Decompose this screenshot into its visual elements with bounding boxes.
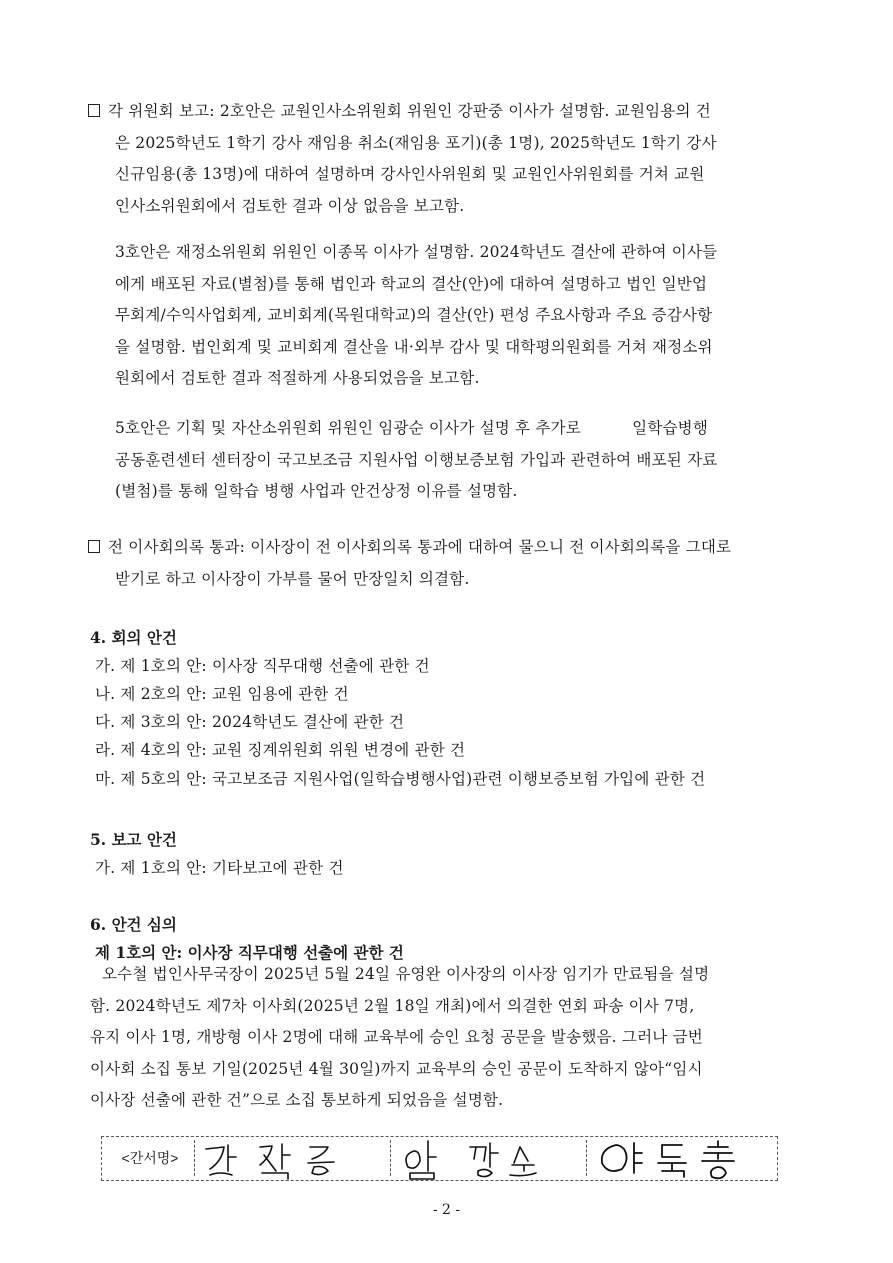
report-item: 가. 제 1호의 안: 기타보고에 관한 건 xyxy=(95,859,344,877)
agenda-item: 나. 제 2호의 안: 교원 임용에 관한 건 xyxy=(95,685,349,703)
checkbox-bullet-icon xyxy=(88,540,100,553)
section-6-title: 6. 안건 심의 xyxy=(90,915,177,934)
committee-report-paragraph xyxy=(88,96,717,222)
signature-2-icon xyxy=(394,1137,584,1180)
agenda-item: 가. 제 1호의 안: 이사장 직무대행 선출에 관한 건 xyxy=(95,657,430,675)
deliberation-line: 오수철 법인사무국장이 2025년 5월 24일 유영완 이사장의 이사장 임기가 만료됨을 설명 xyxy=(102,965,710,983)
deliberation-paragraph xyxy=(90,959,709,1117)
planning-line: (별첨)를 통해 일학습 병행 사업과 안건상정 이유를 설명함. xyxy=(115,482,518,500)
planning-line: 공동훈련센터 센터장이 국고보조금 지원사업 이행보증보험 가입과 관련하여 배포된 자료 xyxy=(115,450,718,469)
minutes-line: 받기로 하고 이사장이 가부를 물어 만장일치 의결함. xyxy=(115,569,470,588)
signature-divider xyxy=(586,1140,587,1176)
section-6-subtitle: 제 1호의 안: 이사장 직무대행 선출에 관한 건 xyxy=(95,943,404,962)
finance-line: 무회계/수익사업회계, 교비회계(목원대학교)의 결산(안) 편성 주요사항과 주요 증감사항 xyxy=(115,306,713,324)
deliberation-line: 이사회 소집 통보 기일(2025년 4월 30일)까지 교육부의 승인 공문이 도착하지 않아“임시 xyxy=(90,1059,703,1078)
agenda-item: 마. 제 5호의 안: 국고보조금 지원사업(일학습병행사업)관련 이행보증보험 가입에 관한 건 xyxy=(95,770,706,788)
checkbox-bullet-icon xyxy=(88,104,100,117)
section-5-title: 5. 보고 안건 xyxy=(90,830,177,849)
planning-line: 5호안은 기획 및 자산소위원회 위원인 임광순 이사가 설명 후 추가로 일학습병행 xyxy=(115,419,709,437)
planning-report-paragraph xyxy=(115,413,717,508)
signature-1-icon xyxy=(198,1137,388,1180)
page-number: - 2 - xyxy=(432,1202,461,1218)
signature-label: <간서명> xyxy=(106,1140,195,1176)
finance-line: 원회에서 검토한 결과 적절하게 사용되었음을 보고함. xyxy=(115,369,480,387)
signature-divider xyxy=(390,1140,391,1176)
minutes-approval-paragraph xyxy=(88,532,731,595)
finance-line: 을 설명함. 법인회계 및 교비회계 결산을 내·외부 감사 및 대학평의원회를 거쳐 재정소위 xyxy=(115,337,713,356)
section-4-title: 4. 회의 안건 xyxy=(90,628,177,647)
report-line: 은 2025학년도 1학기 강사 재임용 취소(재임용 포기)(총 1명), 2025학년도 1학기 강사 xyxy=(115,133,717,152)
report-line: 각 위원회 보고: 2호안은 교원인사소위원회 위원인 강판중 이사가 설명함. 교원임용의 건 xyxy=(108,102,711,120)
agenda-item: 라. 제 4호의 안: 교원 징계위원회 위원 변경에 관한 건 xyxy=(95,741,466,759)
agenda-item: 다. 제 3호의 안: 2024학년도 결산에 관한 건 xyxy=(95,713,405,731)
finance-line: 3호안은 재정소위원회 위원인 이종목 이사가 설명함. 2024학년도 결산에 관하여 이사들 xyxy=(115,243,718,261)
deliberation-line: 함. 2024학년도 제7차 이사회(2025년 2월 18일 개최)에서 의결한 연회 파송 이사 7명, xyxy=(90,996,695,1015)
deliberation-line: 유지 이사 1명, 개방형 이사 2명에 대해 교육부에 승인 요청 공문을 발송했음. 그러나 금번 xyxy=(90,1028,703,1046)
minutes-line: 전 이사회의록 통과: 이사장이 전 이사회의록 통과에 대하여 물으니 전 이사회의록을 그대로 xyxy=(108,538,732,556)
report-line: 신규임용(총 13명)에 대하여 설명하며 강사인사위원회 및 교원인사위원회를 거쳐 교원 xyxy=(115,165,705,183)
finance-report-paragraph xyxy=(115,237,717,395)
deliberation-line: 이사장 선출에 관한 건”으로 소집 통보하게 되었음을 설명함. xyxy=(90,1091,504,1109)
signature-box xyxy=(101,1136,778,1181)
finance-line: 에게 배포된 자료(별첨)를 통해 법인과 학교의 결산(안)에 대하여 설명하고 법인 일반업 xyxy=(115,274,708,293)
signature-3-icon xyxy=(592,1137,772,1180)
report-line: 인사소위원회에서 검토한 결과 이상 없음을 보고함. xyxy=(115,196,465,215)
